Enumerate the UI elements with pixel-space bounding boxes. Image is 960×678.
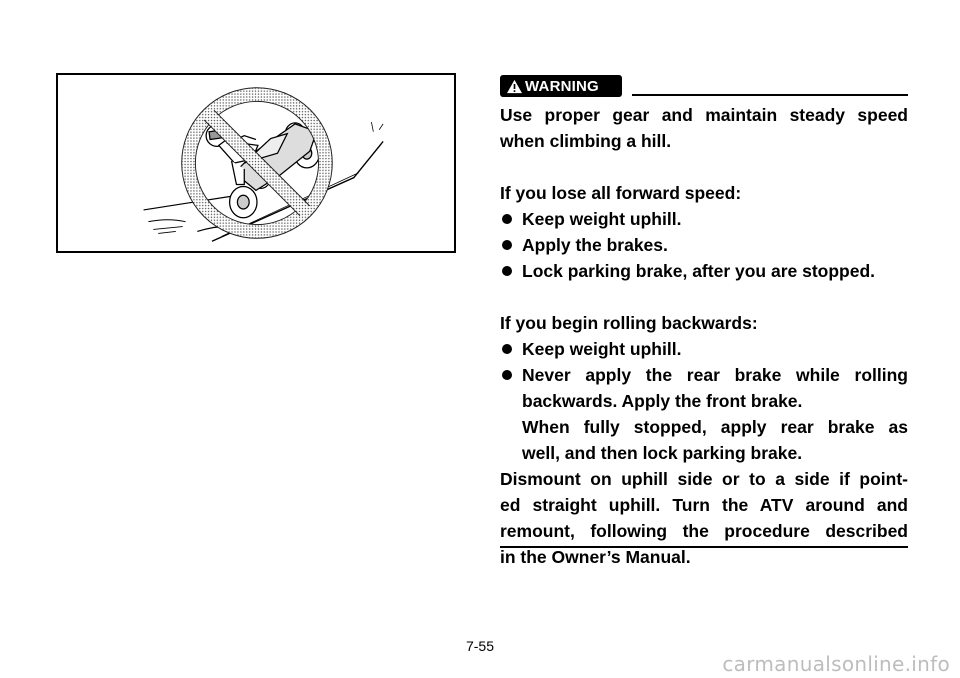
rolling-backwards-heading: If you begin rolling backwards: bbox=[500, 313, 758, 333]
bullet-icon bbox=[502, 214, 512, 224]
bullet-icon bbox=[502, 370, 512, 380]
page-number: 7-55 bbox=[465, 638, 495, 654]
illustration-frame bbox=[56, 73, 456, 253]
list-item bbox=[500, 258, 908, 284]
list-item bbox=[500, 362, 908, 466]
bullet-icon bbox=[502, 266, 512, 276]
atv-hill-prohibited-illustration bbox=[58, 75, 454, 251]
forward-speed-heading: If you lose all forward speed: bbox=[500, 183, 742, 203]
intro-line-2: when climbing a hill. bbox=[500, 131, 672, 151]
bullet-text: Lock parking brake, after you are stopped. bbox=[522, 261, 876, 281]
warning-badge bbox=[500, 75, 622, 97]
warning-header-rule bbox=[632, 94, 908, 96]
dismount-line-3: remount, following the procedure described bbox=[500, 521, 908, 541]
bullet-text-line: Never apply the rear brake while rolling bbox=[522, 365, 908, 385]
dismount-line-2: ed straight uphill. Turn the ATV around and bbox=[500, 495, 908, 515]
bullet-text: Keep weight uphill. bbox=[522, 209, 682, 229]
warning-end-rule bbox=[500, 546, 908, 548]
bullet-text: Apply the brakes. bbox=[522, 235, 668, 255]
warning-header bbox=[500, 71, 908, 99]
list-item bbox=[500, 336, 908, 362]
bullet-text-line: When fully stopped, apply rear brake as bbox=[522, 417, 908, 437]
bullet-icon bbox=[502, 240, 512, 250]
bullet-text-line: well, and then lock parking brake. bbox=[522, 443, 803, 463]
bullet-text: Keep weight uphill. bbox=[522, 339, 682, 359]
warning-triangle-icon bbox=[506, 79, 523, 94]
dismount-line-1: Dismount on uphill side or to a side if point- bbox=[500, 469, 908, 489]
dismount-line-4: in the Owner’s Manual. bbox=[500, 547, 691, 567]
bullet-icon bbox=[502, 344, 512, 354]
list-item bbox=[500, 232, 908, 258]
warning-label: WARNING bbox=[525, 77, 599, 95]
list-item bbox=[500, 206, 908, 232]
intro-line-1: Use proper gear and maintain steady speed bbox=[500, 105, 908, 125]
watermark: carmanualsonline.info bbox=[722, 652, 950, 676]
warning-body bbox=[500, 102, 908, 570]
bullet-text-line: backwards. Apply the front brake. bbox=[522, 391, 803, 411]
